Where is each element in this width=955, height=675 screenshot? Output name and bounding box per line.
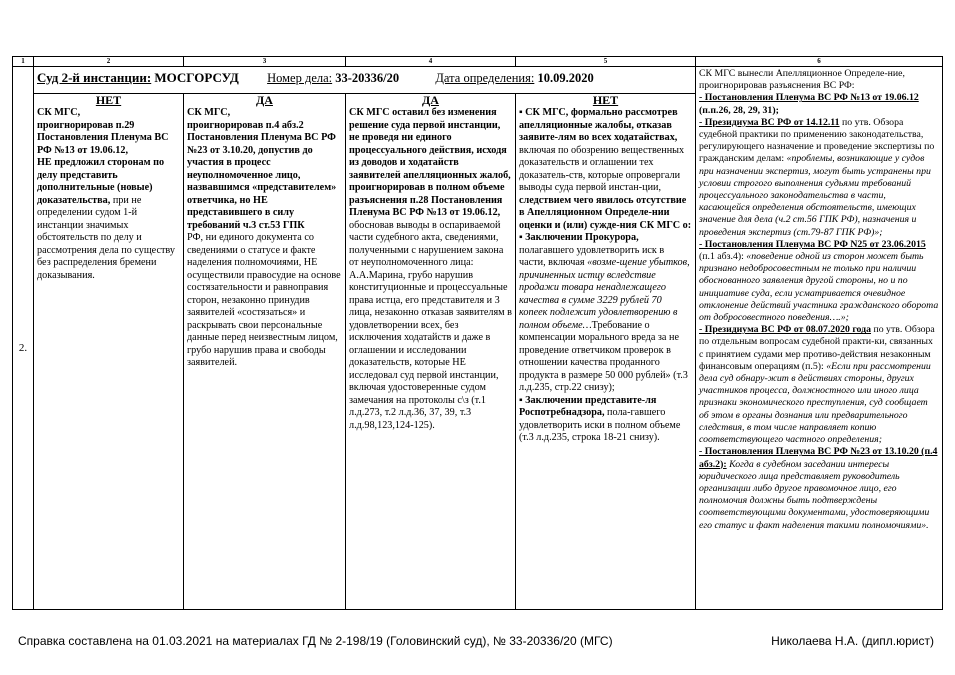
bullet-icon: ▪ (519, 394, 523, 406)
bullet-icon: ▪ (519, 107, 523, 118)
col-number: 3 (184, 57, 346, 67)
col6-item4-title: - Президиума ВС РФ от 08.07.2020 года (699, 324, 872, 336)
col6-item2-text: по утв. Обзора судебной практики по применению законодательства, регулирующего назначение и проведение экспертизы по гражданским делам: (699, 116, 935, 165)
col3-text: СК МГС, (187, 107, 231, 118)
col6-item2-quote: «проблемы, возникающие у судов при назначении экспертиз, могут быть устранены при условии строгого выполнения судьями требований процессуального законодательства в части, касающейся определения обстоятельств, имеющих значение для дела (ч.2 ст.56 ГПК РФ), назначения и проведения экспертиз (ст.79-87 ГПК РФ)»; (699, 153, 931, 238)
col6-intro: СК МГС вынесли Апелляционное Определе-ние, проигнорировав разъяснения ВС РФ: (699, 68, 905, 92)
col6-item3-title: - Постановления Пленума ВС РФ N25 от 23.06.2015 (699, 238, 926, 250)
case-number-label: Номер дела: (267, 71, 333, 85)
col2-text: проигнорировав п.29 (37, 119, 135, 131)
col2-text: СК МГС, (37, 107, 81, 118)
column-number-row (13, 57, 943, 67)
col6-item1-title: - Постановления Пленума ВС РФ №13 от 19.06.12 (699, 92, 919, 104)
court-name: МОСГОРСУД (154, 70, 239, 85)
col5-text: СК МГС, формально рассмотрев апелляционные жалобы, отказав заявите-лям во всех ходатайствах, (519, 107, 678, 143)
col5-text: следствием чего явилось отсутствие в Апелляционном Определе-нии оценки и (или) сужде-ния СК МГС о: (519, 194, 692, 231)
column-4-cell (346, 94, 516, 610)
col-number: 4 (346, 57, 516, 67)
col-number: 1 (13, 57, 34, 67)
col6-item3-quote: «поведение одной из сторон может быть признано недобросовестным не только при наличии обоснованного заявления другой стороны, но и по инициативе суда, если усматривается очевидное отклонение действий участника гражданского оборота от добросовестного поведения….»; (699, 251, 939, 324)
footer-author: Николаева Н.А. (дипл.юрист) (771, 634, 934, 648)
col4-text: СК МГС оставил без изменения решение суда первой инстанции, не проведя ни единого процессуального действия, исходя из доводов и ходатайств заявителей апелляционных жалоб, проигнорировав в полном объеме разъяснения п.28 Постановления Пленума ВС РФ №13 от 19.06.12, (349, 107, 511, 218)
col5-verdict: НЕТ (592, 93, 619, 107)
col6-item4-quote: «Если при рассмотрении дела суд обнару-жит в действиях стороны, других участников процесса, должностного или иного лица признаки экономического преступления, суд сообщает об этом в органы дознания или предварительного следствия, в том числе направляет копию соответствующего частного определения; (699, 360, 931, 446)
col6-item2-title: - Президиума ВС РФ от 14.12.11 (699, 116, 840, 128)
case-row (13, 67, 943, 94)
col-number: 6 (696, 57, 943, 67)
col5-text: включая по обозрению вещественных доказательств и оглашении тех доказатель-ств, которые опровергали выводы суда первой инстан-ции, (519, 144, 685, 193)
col6-item5-quote: Когда в судебном заседании интересы юридического лица представляет руководитель организации либо другое правомочное лицо, его полномочия должны быть подтверждены соответствующими документами, удостоверяющими его статус и факт наделения такими полномочиями». (699, 458, 930, 531)
col5-text: «возме-щение убытков, причиненных истцу вследствие продажи товара ненадлежащего качества в сумме 3229 рублей 70 копеек подлежит удовлетворению в полном объеме… (519, 257, 690, 331)
col3-verdict: ДА (256, 93, 273, 107)
column-3-cell (184, 94, 346, 610)
col3-text: РФ, ни единого документа со сведениями о статусе и факте наделения полномочиями, НЕ осуществили правосудие на основе состязательности и равноправия сторон, незаконно принудив заявителей «состязаться» и раскрывать свои персональные данные перед неизвестным лицом, грубо нарушив права и свободы заявителей. (187, 232, 341, 368)
col4-verdict: ДА (422, 93, 439, 107)
col-number: 5 (516, 57, 696, 67)
col5-text: Требование о компенсации морального вреда за не проведение ответчиком проверок в отношении качества проданного продукта в размере 50 000 рублей» (т.3 л.д.235, стр.22 снизу); (519, 319, 688, 393)
col2-text: НЕ предложил сторонам по делу представить дополнительные (новые) доказательства, (37, 157, 165, 206)
col5-text: пола-гавшего удовлетворить иски в полном объеме (т.3 л.д.235, строка 18-21 снизу). (519, 407, 681, 443)
col3-text: п.4 абз.2 Постановления Пленума ВС РФ №23 от 3.10.20, допустив до участия в процесс неуполномоченное лицо, назвавшимся «представителем» ответчика, но НЕ представившего в силу требований ч.3 ст.53 ГПК (187, 119, 337, 231)
col3-text: проигнорировав (187, 119, 264, 131)
column-6-cell (696, 67, 943, 610)
col2-verdict: НЕТ (95, 93, 122, 107)
case-number: 33-20336/20 (335, 71, 400, 85)
col6-item5-title: - Постановления Пленума ВС РФ №23 от 13.10.20 (п.4 абз.2): (699, 446, 938, 470)
footer (18, 634, 934, 648)
footer-source-note: Справка составлена на 01.03.2021 на материалах ГД № 2-198/19 (Головинский суд), № 33-20336/20 (МГС) (18, 634, 613, 648)
date-value: 10.09.2020 (537, 71, 594, 85)
column-2-cell (34, 94, 184, 610)
case-table (12, 56, 943, 610)
case-header (34, 67, 696, 94)
col2-text: Постановления Пленума ВС РФ №13 от 19.06.12, (37, 132, 169, 156)
col5-text: Заключении Прокурора, (525, 232, 639, 243)
column-5-cell (516, 94, 696, 610)
col6-item3-text: (п.1 абз.4): (699, 251, 744, 263)
date-label: Дата определения: (435, 71, 535, 85)
col-number: 2 (34, 57, 184, 67)
bullet-icon: ▪ (519, 232, 523, 243)
col2-text: при не определении судом 1-й инстанции значимых обстоятельств по делу и рассмотрения дела по существу без распределения бремени доказывания. (37, 194, 175, 281)
col5-text: Заключении представите-ля Роспотребнадзора, (519, 394, 657, 418)
row-number: 2. (13, 67, 34, 610)
col4-text: обосновав выводы в оспариваемой части судебного акта, сведениями, полученными с нарушением закона от неуполномоченного лица: А.А.Марина, грубо нарушив конституционные и процессуальные права истца, его представителя и 3 лица, незаконно отказав заявителям в удовлетворении всех, без исключения ходатайств и даже в оглашении и исследовании доказательств, которые НЕ исследовал суд первой инстанции, включая удостоверенные судом замечания на протоколы с\з (т.1 л.д.273, т.2 л.д.36, 37, 39, т.3 л.д.98,123,124-125). (349, 219, 512, 431)
col5-text: полагавшего удовлетворить иск в части, включая (519, 244, 665, 268)
col6-item4-text: по утв. Обзора по отдельным вопросам судебной практи-ки, связанных с принятием судами мер противо-действия незаконным финансовым операциям (п.5): (699, 324, 935, 372)
col6-item1-text: (п.п.26, 28, 29, 31); (699, 104, 779, 116)
court-label: Суд 2-й инстанции: (37, 70, 152, 85)
